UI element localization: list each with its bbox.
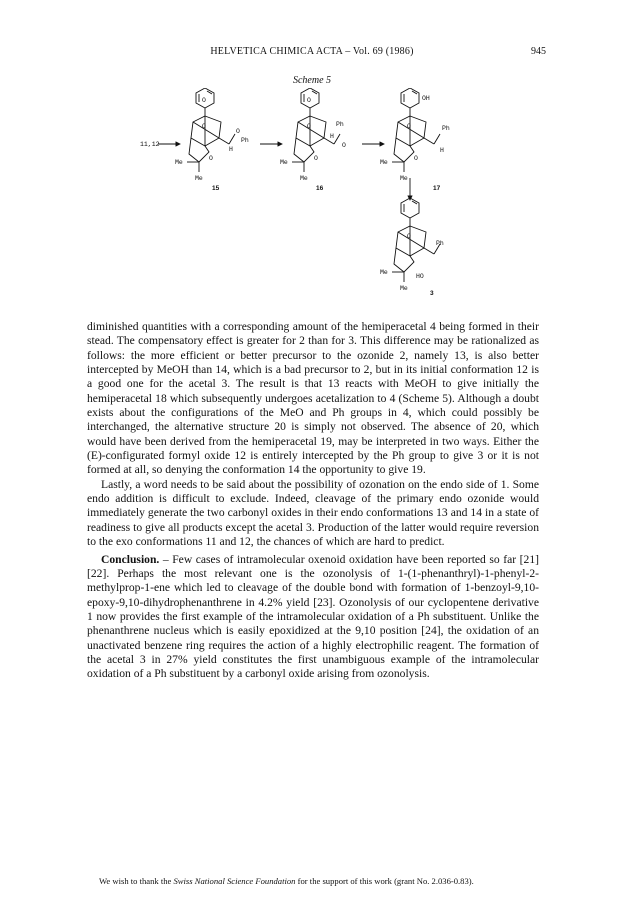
atom-o: O <box>209 155 213 162</box>
atom-ph: Ph <box>436 240 444 247</box>
atom-o: O <box>314 155 318 162</box>
ack-before: We wish to thank the <box>99 876 172 886</box>
start-label: 11,12 <box>140 141 160 148</box>
atom-o: O <box>342 142 346 149</box>
atom-me: Me <box>400 285 408 292</box>
scheme-caption: Scheme 5 <box>292 75 332 86</box>
atom-o: O <box>202 97 206 104</box>
atom-me: Me <box>400 175 408 182</box>
atom-ho: HO <box>416 273 424 280</box>
atom-me: Me <box>300 175 308 182</box>
atom-oh: OH <box>422 95 430 102</box>
paragraph-2: Lastly, a word needs to be said about the possibility of ozonation on the endo side of 1. Some endo addition is difficult to exclude. Indeed, cleavage of the primary endo ozonide would immediately generate the two carbonyl oxides in their endo conformations 13 and 14 in a state of readiness to give all products except the acetal 3. Production of the latter would require reversion to the exo conformations 11 and 12, the chances of which are hard to predict. <box>87 477 539 549</box>
atom-me: Me <box>380 269 388 276</box>
atom-me: Me <box>195 175 203 182</box>
atom-h: H <box>229 146 233 153</box>
atom-h: H <box>440 147 444 154</box>
scheme-drawing <box>60 88 580 303</box>
structure-16 <box>280 88 346 182</box>
atom-o: O <box>307 97 311 104</box>
ack-foundation: Swiss National Science Foundation <box>173 876 296 886</box>
compound-17-label: 17 <box>433 185 441 192</box>
running-head <box>0 46 624 60</box>
acknowledgement <box>87 876 539 887</box>
atom-ph: Ph <box>442 125 450 132</box>
structure-17 <box>380 88 450 182</box>
ack-after: for the support of this work (grant No. 2.036-0.83). <box>297 876 474 886</box>
atom-o: O <box>202 123 206 130</box>
article-body <box>87 320 539 682</box>
atom-ph: Ph <box>241 137 249 144</box>
atom-o: O <box>236 128 240 135</box>
conclusion-heading: Conclusion. <box>101 552 160 566</box>
compound-16-label: 16 <box>316 185 324 192</box>
atom-me: Me <box>380 159 388 166</box>
atom-h: H <box>330 133 334 140</box>
reaction-scheme <box>60 88 580 303</box>
atom-o: O <box>414 155 418 162</box>
paragraph-1: diminished quantities with a corresponding amount of the hemiperacetal 4 being formed in their stead. The compensatory effect is greater for 2 than for 3. This difference may be rationalized as follows: the more efficient or better precursor to the ozonide 2, namely 13, is also better intercepted by MeOH than 14, which is a bad precursor to 2, but in its initial conformation 12 is a good one for the acetal 3. The result is that 13 reacts with MeOH to give initially the hemiperacetal 18 which subsequently undergoes acetalization to 4 (Scheme 5). Although a doubt exists about the configurations of the MeO and Ph groups in 4, which could possibly be interchanged, the alternative structure 20 is simply not observed. The absence of 20, which would have been derived from the hemiperacetal 19, may be interpreted in two ways. Either the (E)-configurated formyl oxide 12 is entirely intercepted by the Ph group to give 3 or it is not formed at all, so denying the conformation 14 the opportunity to give 19. <box>87 320 539 477</box>
structure-3 <box>380 198 444 292</box>
atom-o: O <box>407 233 411 240</box>
atom-me: Me <box>175 159 183 166</box>
compound-3-label: 3 <box>430 290 434 297</box>
page-number: 945 <box>531 46 546 57</box>
structure-15 <box>175 88 249 182</box>
conclusion-paragraph <box>87 553 539 682</box>
compound-15-label: 15 <box>212 185 220 192</box>
journal-title: HELVETICA CHIMICA ACTA – Vol. 69 (1986) <box>210 46 414 57</box>
atom-o: O <box>307 123 311 130</box>
atom-me: Me <box>280 159 288 166</box>
atom-ph: Ph <box>336 121 344 128</box>
conclusion-text: – Few cases of intramolecular oxenoid oxidation have been reported so far [21] [22]. Perhaps the most relevant one is the ozonolysis of 1-(1-phenanthryl)-1-phenyl-2-methylprop-1-ene which led to cleavage of the double bond with formation of 1-benzoyl-9,10-epoxy-9,10-dihydrophenanthrene in 4.2% yield [23]. Ozonolysis of our cyclopentene derivative 1 now provides the first example of the intramolecular oxidation of a Ph substituent. Unlike the phenanthrene nucleus which is easily epoxidized at the 9,10 position [24], the oxidation of an unactivated benzene ring requires the action of a highly electrophilic reagent. The formation of the acetal 3 in 27% yield constitutes the first unambiguous example of the intramolecular oxidation of a Ph substituent by a carbonyl oxide arising from ozonolysis. <box>87 552 540 681</box>
atom-o: O <box>407 123 411 130</box>
